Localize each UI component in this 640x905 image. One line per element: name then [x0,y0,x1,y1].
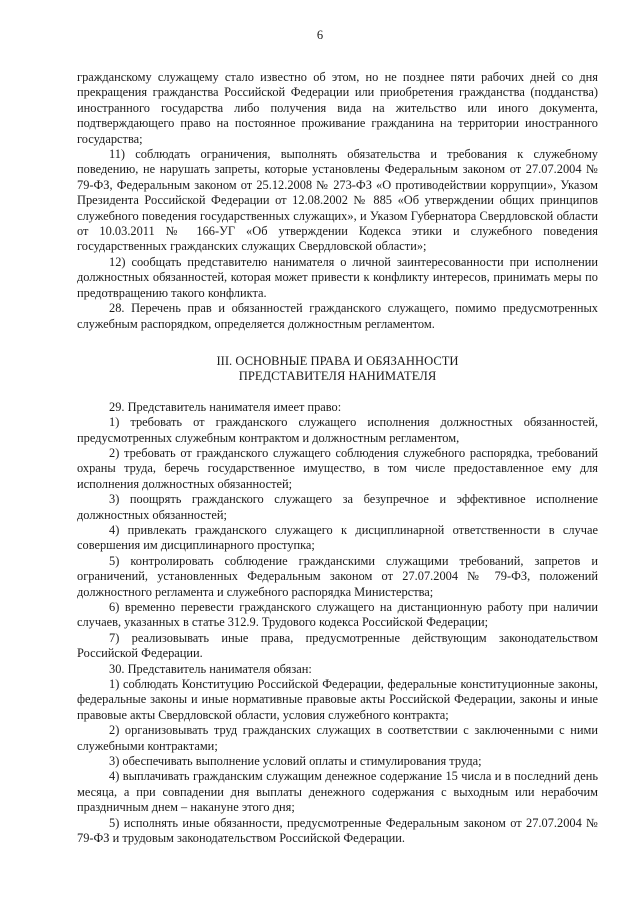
paragraph: 2) организовывать труд гражданских служащих в соответствии с заключенными с ними служебными контрактами; [77,723,598,753]
paragraph: 4) привлекать гражданского служащего к дисциплинарной ответственности в случае совершения им дисциплинарного проступка; [77,522,598,553]
paragraph: 1) соблюдать Конституцию Российской Федерации, федеральные конституционные законы, федеральные законы и иные нормативные правовые акты Российской Федерации, законы и иные правовые акты Свердловской области, условия служебного контракта; [77,677,598,722]
page-number: 6 [316,28,324,42]
section-heading-line2: ПРЕДСТАВИТЕЛЯ НАНИМАТЕЛЯ [238,369,437,384]
paragraph: 6) временно перевести гражданского служащего на дистанционную работу при наличии случаев, указанных в статье 312.9. Трудового кодекса Российской Федерации; [77,600,598,630]
paragraph: 30. Представитель нанимателя обязан: [109,661,312,676]
paragraph: 28. Перечень прав и обязанностей гражданского служащего, помимо предусмотренных служебным распорядком, определяется должностным регламентом. [77,301,598,331]
paragraph: 4) выплачивать гражданским служащим денежное содержание 15 числа и в последний день месяца, а при совпадении дня выплаты денежного содержания с выходным или нерабочим праздничным днем – накануне этого дня; [77,769,598,815]
section-heading [77,354,598,385]
paragraph: 3) обеспечивать выполнение условий оплаты и стимулирования труда; [109,754,482,769]
section-heading-line1: III. ОСНОВНЫЕ ПРАВА И ОБЯЗАННОСТИ [216,353,459,368]
paragraph: 3) поощрять гражданского служащего за безупречное и эффективное исполнение должностных обязанностей; [77,492,598,522]
paragraph: 29. Представитель нанимателя имеет право: [109,399,342,414]
paragraph: 12) сообщать представителю нанимателя о личной заинтересованности при исполнении должностных обязанностей, которая может привести к конфликту интересов, принимать меры по предотвращению такого конфликта. [77,254,598,300]
paragraph: 5) исполнять иные обязанности, предусмотренные Федеральным законом от 27.07.2004 № 79-ФЗ и трудовым законодательством Российской Федерации. [77,815,598,846]
paragraph: 2) требовать от гражданского служащего соблюдения служебного распорядка, требований охраны труда, беречь государственное имущество, в том числе предоставленное ему для исполнения должностных обязанностей; [77,445,598,491]
paragraph: 5) контролировать соблюдение гражданскими служащими требований, запретов и ограничений, установленных Федеральным законом от 27.07.2004 № 79-ФЗ, положений должностного регламента и служебного распорядка Министерства; [77,553,598,599]
paragraphs-bottom [77,400,598,847]
paragraphs-top [77,70,598,332]
paragraph: 11) соблюдать ограничения, выполнять обязательства и требования к служебному поведению, не нарушать запреты, которые установлены Федеральным законом от 27.07.2004 № 79-ФЗ, Федеральным законом от 25.12.2008 № 273-ФЗ «О противодействии коррупции», Указом Президента Российской Федерации от 12.08.2002 № 885 «Об утверждении общих принципов служебного поведения государственных служащих», и Указом Губернатора Свердловской области от 10.03.2011 № 166-УГ «Об утверждении Кодекса этики и служебного поведения государственных гражданских служащих Свердловской области»; [77,147,598,254]
paragraph: 1) требовать от гражданского служащего исполнения должностных обязанностей, предусмотренных служебным контрактом и должностным регламентом, [77,415,598,445]
paragraph: гражданскому служащему стало известно об этом, но не позднее пяти рабочих дней со дня прекращения гражданства Российской Федерации или приобретения гражданства (подданства) иностранного государства либо получения вида на жительство или иного документа, подтверждающего право на постоянное проживание гражданина на территории иностранного государства; [77,70,598,146]
document-body [77,70,598,847]
paragraph: 7) реализовывать иные права, предусмотренные действующим законодательством Российской Федерации. [77,630,598,661]
